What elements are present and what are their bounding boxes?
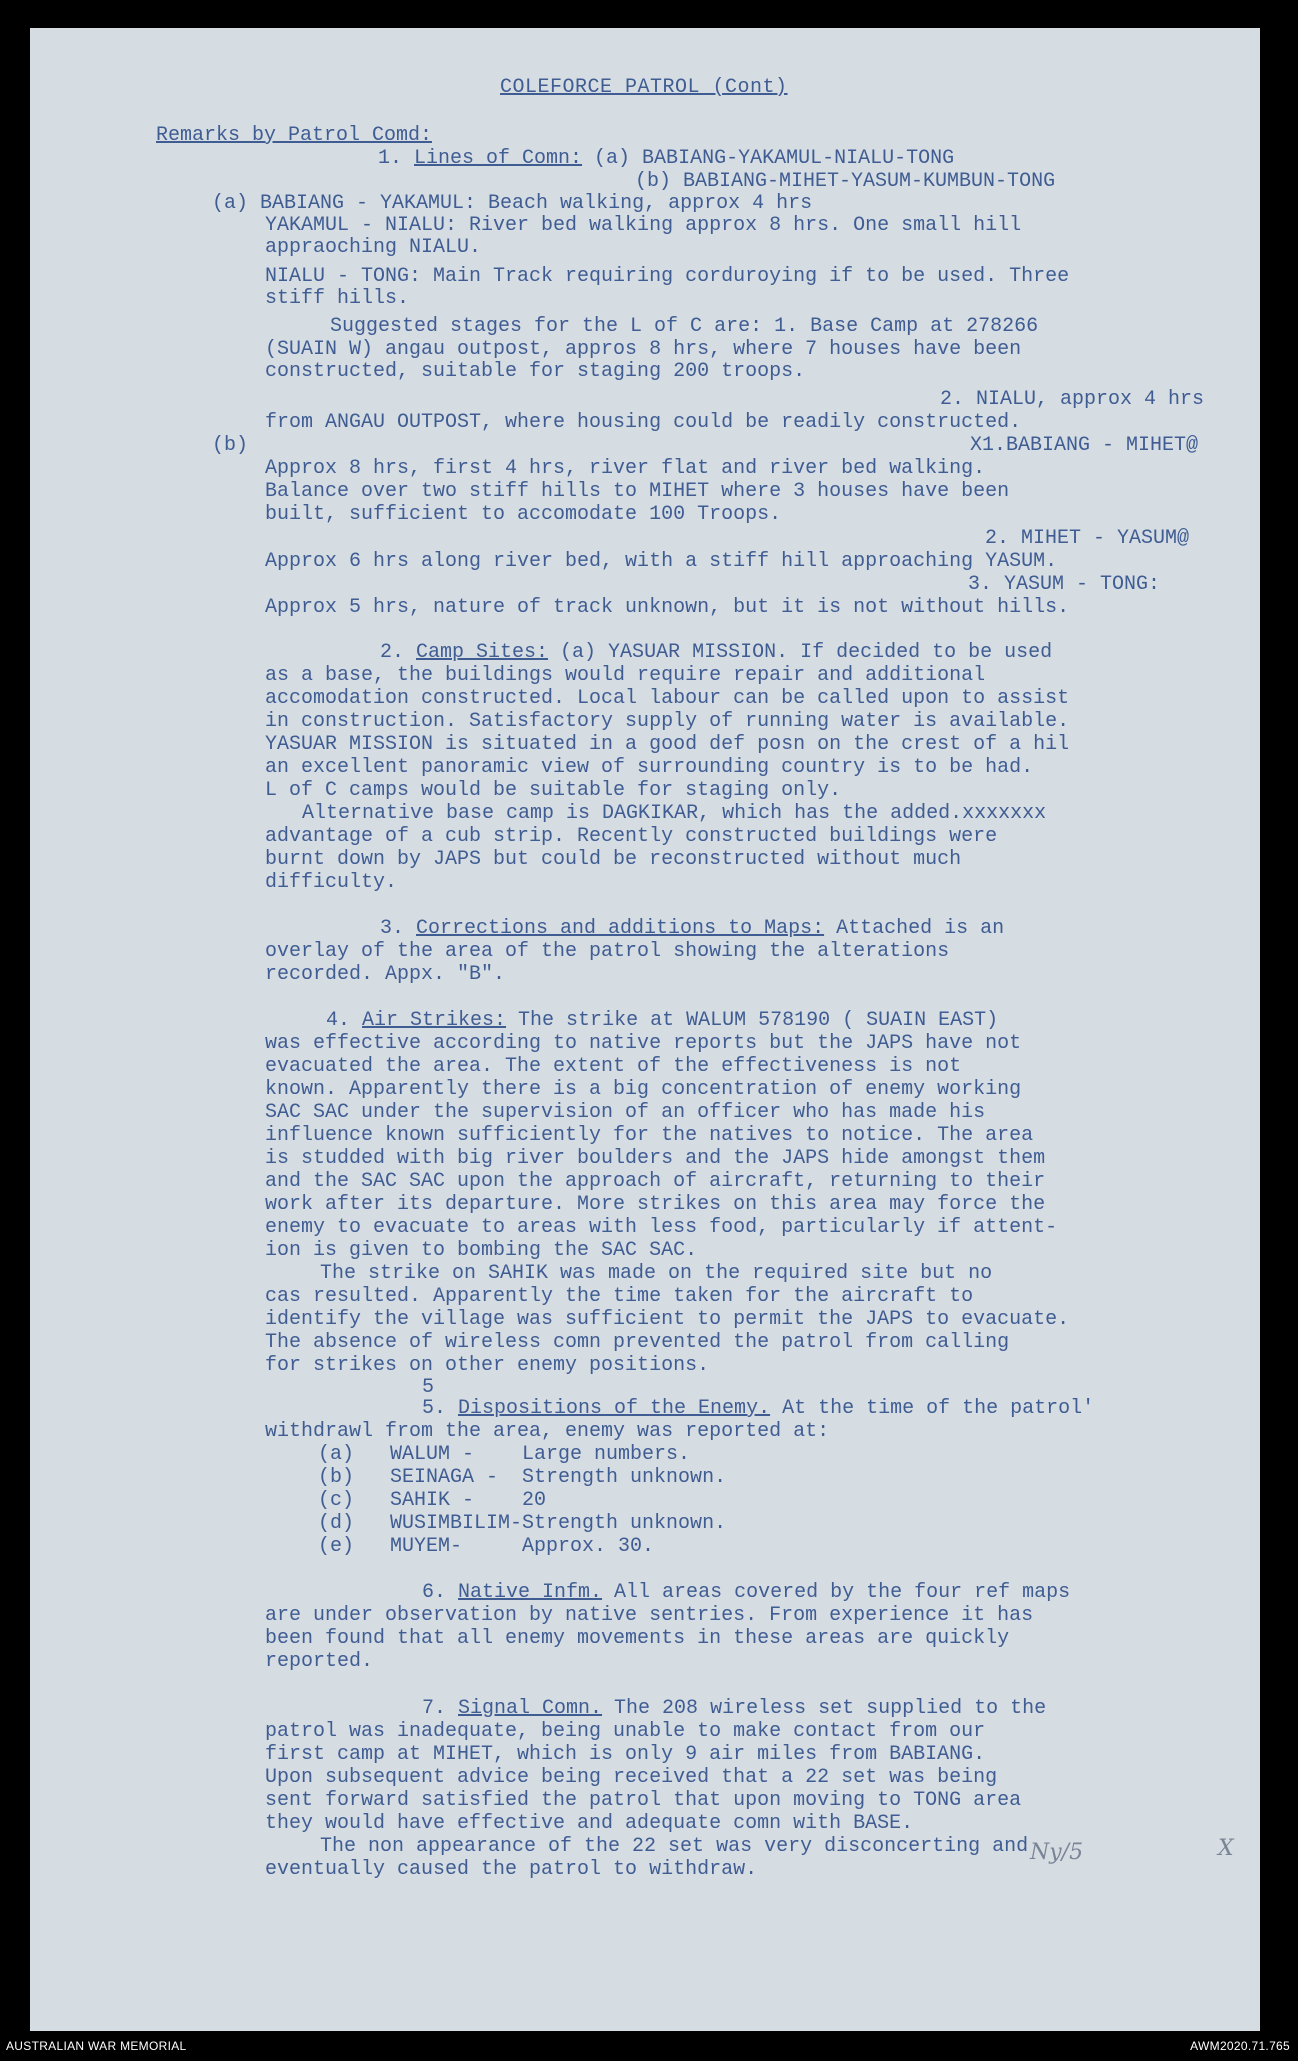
section-air-strikes: 4. Air Strikes: The strike at WALUM 578190 ( SUAIN EAST) [326,1009,999,1032]
text-line: 2. MIHET - YASUM@ [985,527,1190,550]
text-line: 5 [422,1376,435,1399]
text-line: Balance over two stiff hills to MIHET where 3 houses have been [265,480,1010,503]
text-line: reported. [265,1650,374,1673]
text-line: (b) [212,434,249,457]
enemy-list-item: (d) WUSIMBILIM-Strength unknown. [318,1512,727,1535]
text-line: L of C camps would be suitable for staging only. [265,779,842,802]
text-line: are under observation by native sentries. From experience it has [265,1604,1034,1627]
text-line: The strike on SAHIK was made on the required site but no [320,1262,993,1285]
enemy-list-item: (e) MUYEM- Approx. 30. [318,1535,655,1558]
section-dispositions-of-enemy: 5. Dispositions of the Enemy. At the time of the patrol' [422,1397,1095,1420]
section-native-infm: 6. Native Infm. All areas covered by the four ref maps [422,1581,1071,1604]
text-line: NIALU - TONG: Main Track requiring corduroying if to be used. Three [265,265,1070,288]
text-line: enemy to evacuate to areas with less food, particularly if attent- [265,1216,1058,1239]
document-page [30,28,1260,2031]
text-line: known. Apparently there is a big concentration of enemy working [265,1078,1022,1101]
footer-accession-number: AWM2020.71.765 [1190,2039,1290,2053]
enemy-list-item: (b) SEINAGA - Strength unknown. [318,1466,727,1489]
text-line: Approx 6 hrs along river bed, with a stiff hill approaching YASUM. [265,550,1058,573]
text-line: an excellent panoramic view of surrounding country is to be had. [265,756,1034,779]
remarks-heading: Remarks by Patrol Comd: [156,124,433,147]
footer-bar [0,2031,1298,2061]
text-line: (a) BABIANG - YAKAMUL: Beach walking, approx 4 hrs [212,192,813,215]
text-line: 3. YASUM - TONG: [968,573,1161,596]
text-line: Upon subsequent advice being received that a 22 set was being [265,1766,998,1789]
text-line: from ANGAU OUTPOST, where housing could be readily constructed. [265,411,1022,434]
section-camp-sites: 2. Camp Sites: (a) YASUAR MISSION. If decided to be used [380,641,1053,664]
text-line: overlay of the area of the patrol showing the alterations [265,940,950,963]
text-line: (b) BABIANG-MIHET-YASUM-KUMBUN-TONG [635,170,1056,193]
section-signal-comn: 7. Signal Comn. The 208 wireless set supplied to the [422,1697,1047,1720]
text-line: SAC SAC under the supervision of an officer who has made his [265,1101,986,1124]
text-line: identify the village was sufficient to permit the JAPS to evacuate. [265,1308,1070,1331]
text-line: difficulty. [265,871,398,894]
text-line: work after its departure. More strikes on this area may force the [265,1193,1046,1216]
text-line: was effective according to native reports but the JAPS have not [265,1032,1022,1055]
text-line: (SUAIN W) angau outpost, appros 8 hrs, where 7 houses have been [265,338,1022,361]
text-line: advantage of a cub strip. Recently constructed buildings were [265,825,998,848]
text-line: The non appearance of the 22 set was very disconcerting and [320,1835,1029,1858]
text-line: appraoching NIALU. [265,236,482,259]
text-line: X1.BABIANG - MIHET@ [970,434,1199,457]
document-title: COLEFORCE PATROL (Cont) [500,76,788,99]
text-line: YASUAR MISSION is situated in a good def posn on the crest of a hil [265,733,1070,756]
enemy-list-item: (c) SAHIK - 20 [318,1489,547,1512]
text-line: withdrawl from the area, enemy was reported at: [265,1420,830,1443]
footer-institution-label: AUSTRALIAN WAR MEMORIAL [6,2039,187,2053]
text-line: ion is given to bombing the SAC SAC. [265,1239,698,1262]
text-line: evacuated the area. The extent of the effectiveness is not [265,1055,962,1078]
text-line: Approx 5 hrs, nature of track unknown, but it is not without hills. [265,596,1070,619]
text-line: for strikes on other enemy positions. [265,1354,710,1377]
enemy-list-item: (a) WALUM - Large numbers. [318,1443,691,1466]
text-line: constructed, suitable for staging 200 troops. [265,360,806,383]
text-line: cas resulted. Apparently the time taken for the aircraft to [265,1285,974,1308]
text-line: stiff hills. [265,287,410,310]
text-line: burnt down by JAPS but could be reconstructed without much [265,848,962,871]
text-line: is studded with big river boulders and the JAPS hide amongst them [265,1147,1046,1170]
text-line: accomodation constructed. Local labour can be called upon to assist [265,687,1070,710]
text-line: in construction. Satisfactory supply of running water is available. [265,710,1070,733]
text-line: 2. NIALU, approx 4 hrs [940,388,1205,411]
text-line: first camp at MIHET, which is only 9 air miles from BABIANG. [265,1743,986,1766]
text-line: they would have effective and adequate comn with BASE. [265,1812,914,1835]
text-line: Suggested stages for the L of C are: 1. Base Camp at 278266 [330,315,1039,338]
text-line: Alternative base camp is DAGKIKAR, which has the added.xxxxxxx [302,802,1047,825]
text-line: Approx 8 hrs, first 4 hrs, river flat and river bed walking. [265,457,986,480]
text-line: been found that all enemy movements in these areas are quickly [265,1627,1010,1650]
pencil-initials: Ny/5 [1030,1840,1084,1865]
text-line: as a base, the buildings would require repair and additional [265,664,986,687]
text-line: eventually caused the patrol to withdraw. [265,1858,758,1881]
section-lines-of-comn: 1. Lines of Comn: (a) BABIANG-YAKAMUL-NIALU-TONG [378,147,955,170]
text-line: influence known sufficiently for the natives to notice. The area [265,1124,1034,1147]
text-line: patrol was inadequate, being unable to make contact from our [265,1720,986,1743]
pencil-mark: X [1218,1836,1234,1861]
text-line: The absence of wireless comn prevented the patrol from calling [265,1331,1010,1354]
text-line: YAKAMUL - NIALU: River bed walking approx 8 hrs. One small hill [265,214,1022,237]
text-line: recorded. Appx. "B". [265,963,506,986]
section-corrections-to-maps: 3. Corrections and additions to Maps: Attached is an [380,917,1005,940]
text-line: built, sufficient to accomodate 100 Troops. [265,503,782,526]
text-line: and the SAC SAC upon the approach of aircraft, returning to their [265,1170,1046,1193]
text-line: sent forward satisfied the patrol that upon moving to TONG area [265,1789,1022,1812]
